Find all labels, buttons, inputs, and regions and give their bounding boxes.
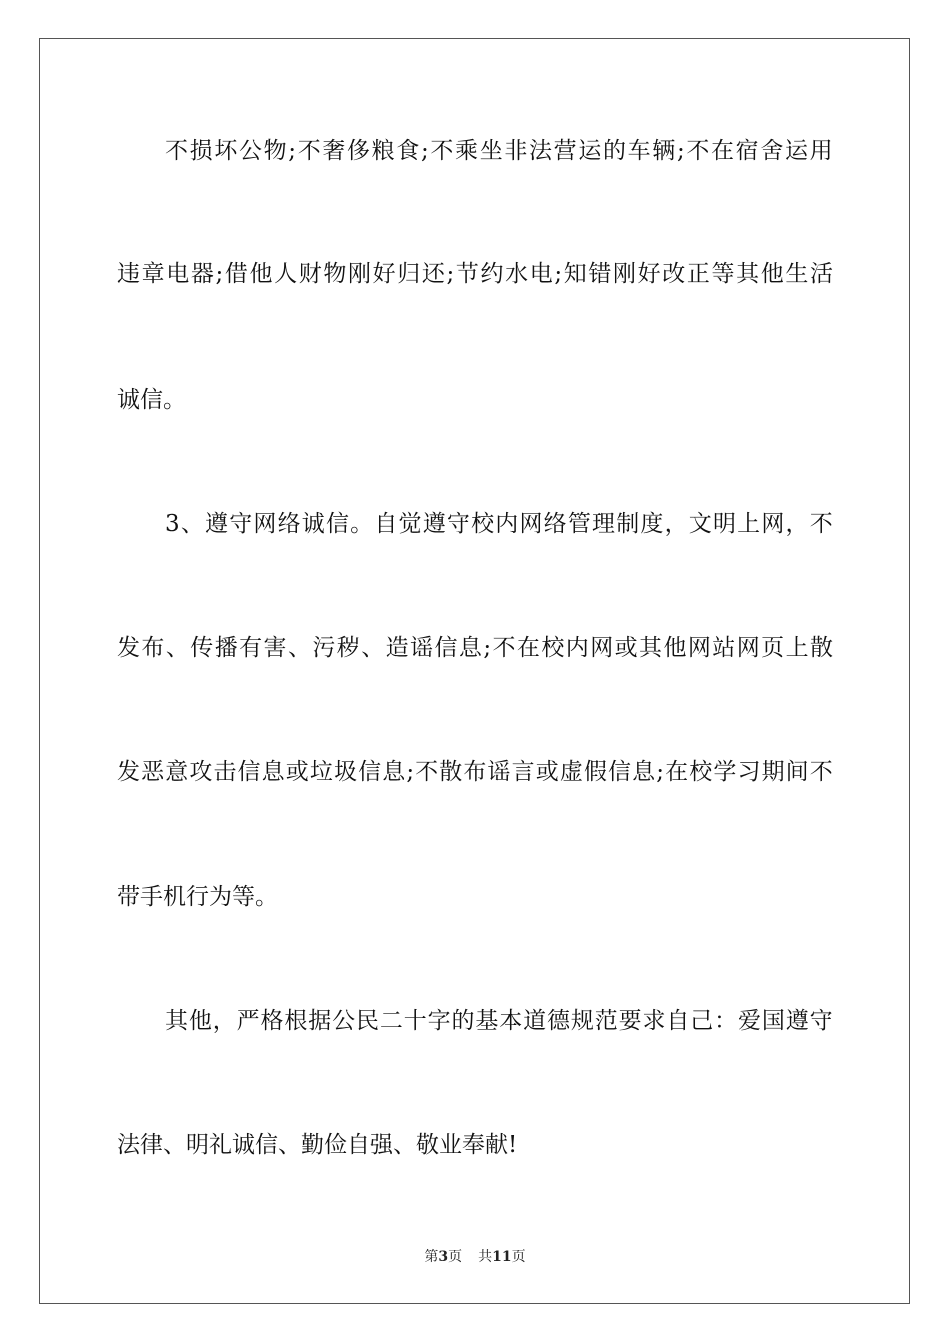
page-footer xyxy=(0,1247,950,1267)
paragraph-3-line-2: 法律、明礼诚信、勤俭自强、敬业奉献! xyxy=(117,1132,518,1158)
paragraph-1-line-3: 诚信。 xyxy=(117,387,186,413)
footer-total-prefix: 共 xyxy=(478,1249,493,1265)
paragraph-2-line-4: 带手机行为等。 xyxy=(117,884,278,910)
footer-prefix: 第 xyxy=(424,1249,439,1265)
footer-total-suffix: 页 xyxy=(511,1249,526,1265)
paragraph-3-line-1: 其 他 ， 严 格 根 据 公 民 二 十 字 的 基 本 道 德 规 范 要 求 自 己 ： 爱 国 遵 守 xyxy=(165,1008,833,1034)
footer-page-suffix: 页 xyxy=(448,1249,463,1265)
paragraph-2-line-2: 发 布 、 传 播 有 害 、 污 秽 、 造 谣 信 息 ; 不 在 校 内 网 或 其 他 网 站 网 页 上 散 xyxy=(117,635,833,661)
footer-current-page: 3 xyxy=(438,1249,449,1265)
paragraph-2-line-3: 发 恶 意 攻 击 信 息 或 垃 圾 信 息 ; 不 散 布 谣 言 或 虚 假 信 息 ; 在 校 学 习 期 间 不 xyxy=(117,759,833,785)
page-border xyxy=(39,38,910,1304)
footer-total-pages: 11 xyxy=(492,1249,512,1265)
paragraph-2-line-1: 3 、 遵 守 网 络 诚 信 。 自 觉 遵 守 校 内 网 络 管 理 制 度 ， 文 明 上 网 ， 不 xyxy=(165,511,833,537)
paragraph-1-line-1: 不 损 坏 公 物 ; 不 奢 侈 粮 食 ; 不 乘 坐 非 法 营 运 的 车 辆 ; 不 在 宿 舍 运 用 xyxy=(165,138,833,164)
paragraph-1-line-2: 违 章 电 器 ; 借 他 人 财 物 刚 好 归 还 ; 节 约 水 电 ; 知 错 刚 好 改 正 等 其 他 生 活 xyxy=(117,261,833,287)
